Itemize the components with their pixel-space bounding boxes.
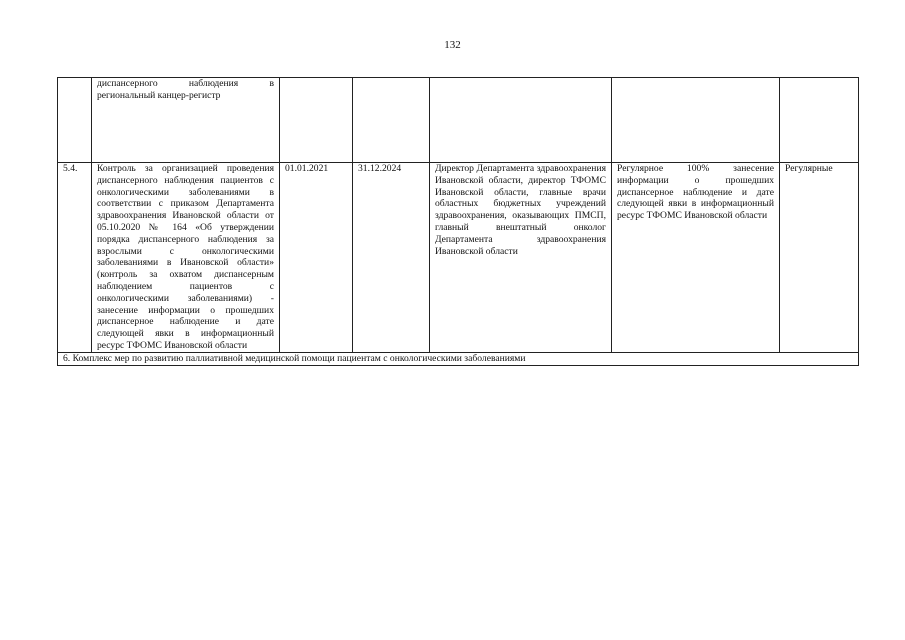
- cell-responsible-empty: [430, 78, 612, 163]
- cell-start-date-empty: [280, 78, 353, 163]
- cell-frequency: Регулярные: [780, 163, 859, 353]
- cell-start-date: 01.01.2021: [280, 163, 353, 353]
- section-header-row: [58, 352, 859, 365]
- page-number: 132: [444, 39, 461, 51]
- cell-result-empty: [612, 78, 780, 163]
- cell-number: 5.4.: [58, 163, 92, 353]
- table-row-5-4: [58, 163, 859, 353]
- cell-number-empty: [58, 78, 92, 163]
- cell-frequency-empty: [780, 78, 859, 163]
- cell-end-date: 31.12.2024: [353, 163, 430, 353]
- cell-end-date-empty: [353, 78, 430, 163]
- cell-responsible: Директор Департамента здравоохранения Ивановской области, директор ТФОМС Ивановской области, главные врачи областных бюджетных учреждений здравоохранения, оказывающих ПМСП, главный внештатный онколог Департамента здравоохранения Ивановской области: [430, 163, 612, 353]
- table-row-continuation: [58, 78, 859, 163]
- cell-result: Регулярное 100% занесение информации о прошедших диспансерное наблюдение и дате следующей явки в информационный ресурс ТФОМС Ивановской области: [612, 163, 780, 353]
- measures-table: [57, 77, 859, 366]
- cell-description-continuation: диспансерного наблюдения в региональный канцер-регистр: [92, 78, 280, 163]
- cell-description: Контроль за организацией проведения диспансерного наблюдения пациентов с онкологическими заболеваниями в соответствии с приказом Департамента здравоохранения Ивановской области от 05.10.2020 № 164 «Об утверждении порядка диспансерного наблюдения за взрослыми с онкологическими заболеваниями в Ивановской области» (контроль за охватом диспансерным наблюдением пациентов с онкологическими заболеваниями) - занесение информации о прошедших диспансерное наблюдение и дате следующей явки в информационный ресурс ТФОМС Ивановской области: [92, 163, 280, 353]
- section-header-6: 6. Комплекс мер по развитию паллиативной медицинской помощи пациентам с онкологическими заболеваниями: [58, 352, 859, 365]
